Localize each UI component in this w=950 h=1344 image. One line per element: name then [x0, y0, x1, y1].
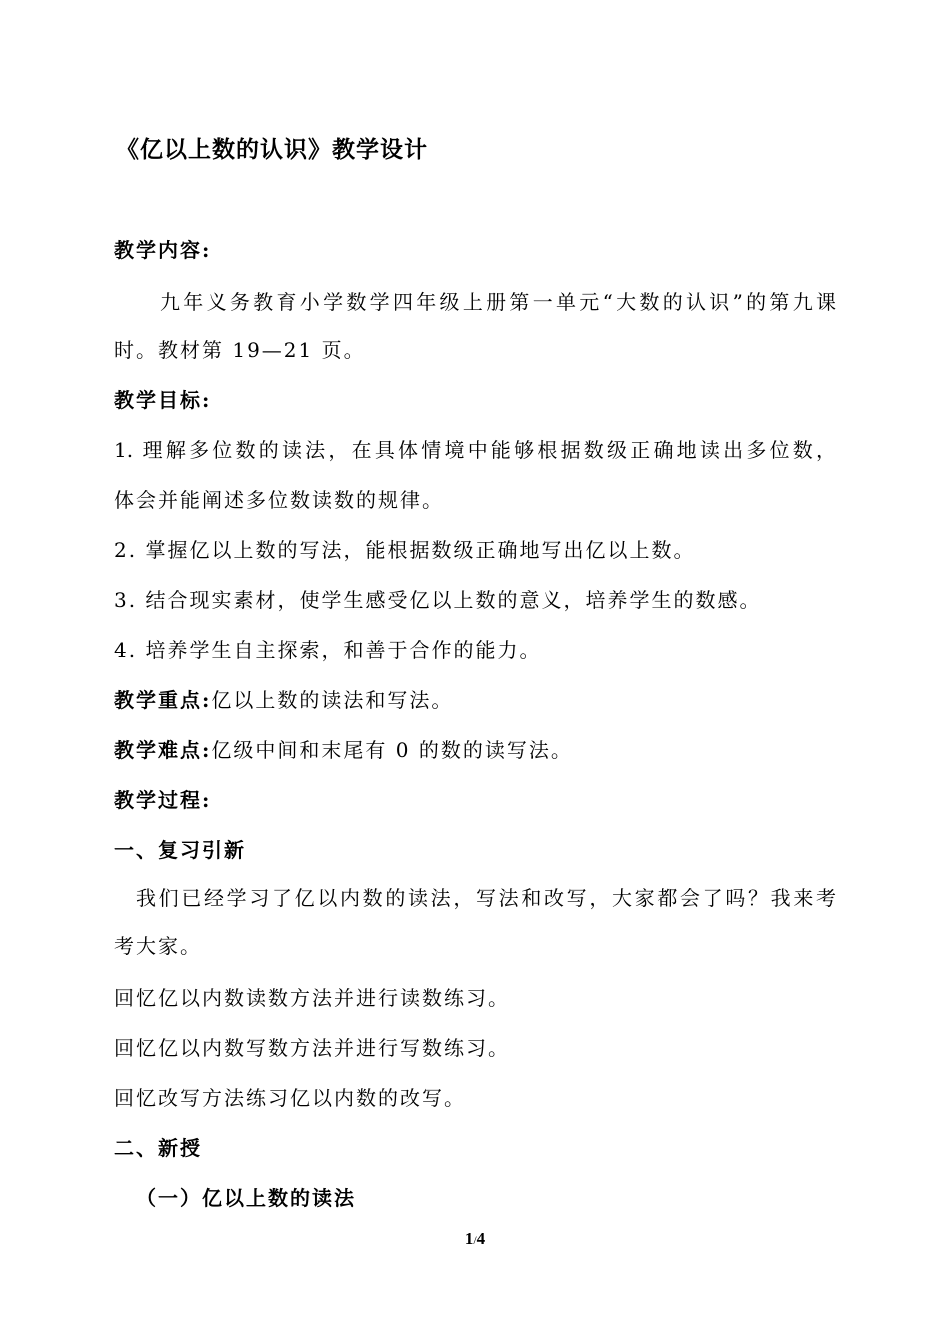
goal-1-line-2: 体会并能阐述多位数读数的规律。 — [114, 488, 444, 512]
goal-3: 3. 结合现实素材，使学生感受亿以上数的意义，培养学生的数感。 — [114, 588, 762, 612]
key-point — [114, 686, 844, 714]
current-page: 1 — [464, 1229, 474, 1248]
goal-4: 4. 培养学生自主探索，和善于合作的能力。 — [114, 638, 542, 662]
page-number — [0, 1228, 950, 1251]
document-title: 《亿以上数的认识》教学设计 — [116, 136, 428, 163]
content-line-1: 九年义务教育小学数学四年级上册第一单元“大数的认识”的第九课 — [160, 290, 836, 314]
subsection-1-heading: （一）亿以上数的读法 — [136, 1186, 356, 1210]
key-point-text: 亿以上数的读法和写法。 — [211, 688, 454, 712]
difficulty-point — [114, 736, 844, 764]
page-separator: / — [473, 1233, 477, 1247]
process-heading: 教学过程: — [114, 788, 212, 812]
section-1-item-1: 回忆亿以内数读数方法并进行读数练习。 — [114, 986, 510, 1010]
goals-heading: 教学目标: — [114, 388, 212, 412]
difficulty-label: 教学难点: — [114, 738, 212, 762]
content-heading: 教学内容: — [114, 238, 212, 262]
total-pages: 4 — [476, 1229, 486, 1248]
goal-2: 2. 掌握亿以上数的写法，能根据数级正确地写出亿以上数。 — [114, 538, 696, 562]
difficulty-text: 亿级中间和末尾有 0 的数的读写法。 — [211, 738, 573, 762]
section-1-line-2: 考大家。 — [114, 934, 202, 958]
goal-1-line-1: 1. 理解多位数的读法，在具体情境中能够根据数级正确地读出多位数， — [114, 438, 836, 462]
section-1-item-3: 回忆改写方法练习亿以内数的改写。 — [114, 1086, 466, 1110]
section-1-item-2: 回忆亿以内数写数方法并进行写数练习。 — [114, 1036, 510, 1060]
content-line-2: 时。教材第 19—21 页。 — [114, 338, 366, 362]
section-1-line-1: 我们已经学习了亿以内数的读法，写法和改写，大家都会了吗？我来考 — [136, 886, 836, 910]
key-point-label: 教学重点: — [114, 688, 212, 712]
section-1-heading: 一、复习引新 — [114, 838, 246, 862]
section-2-heading: 二、新授 — [114, 1136, 202, 1160]
